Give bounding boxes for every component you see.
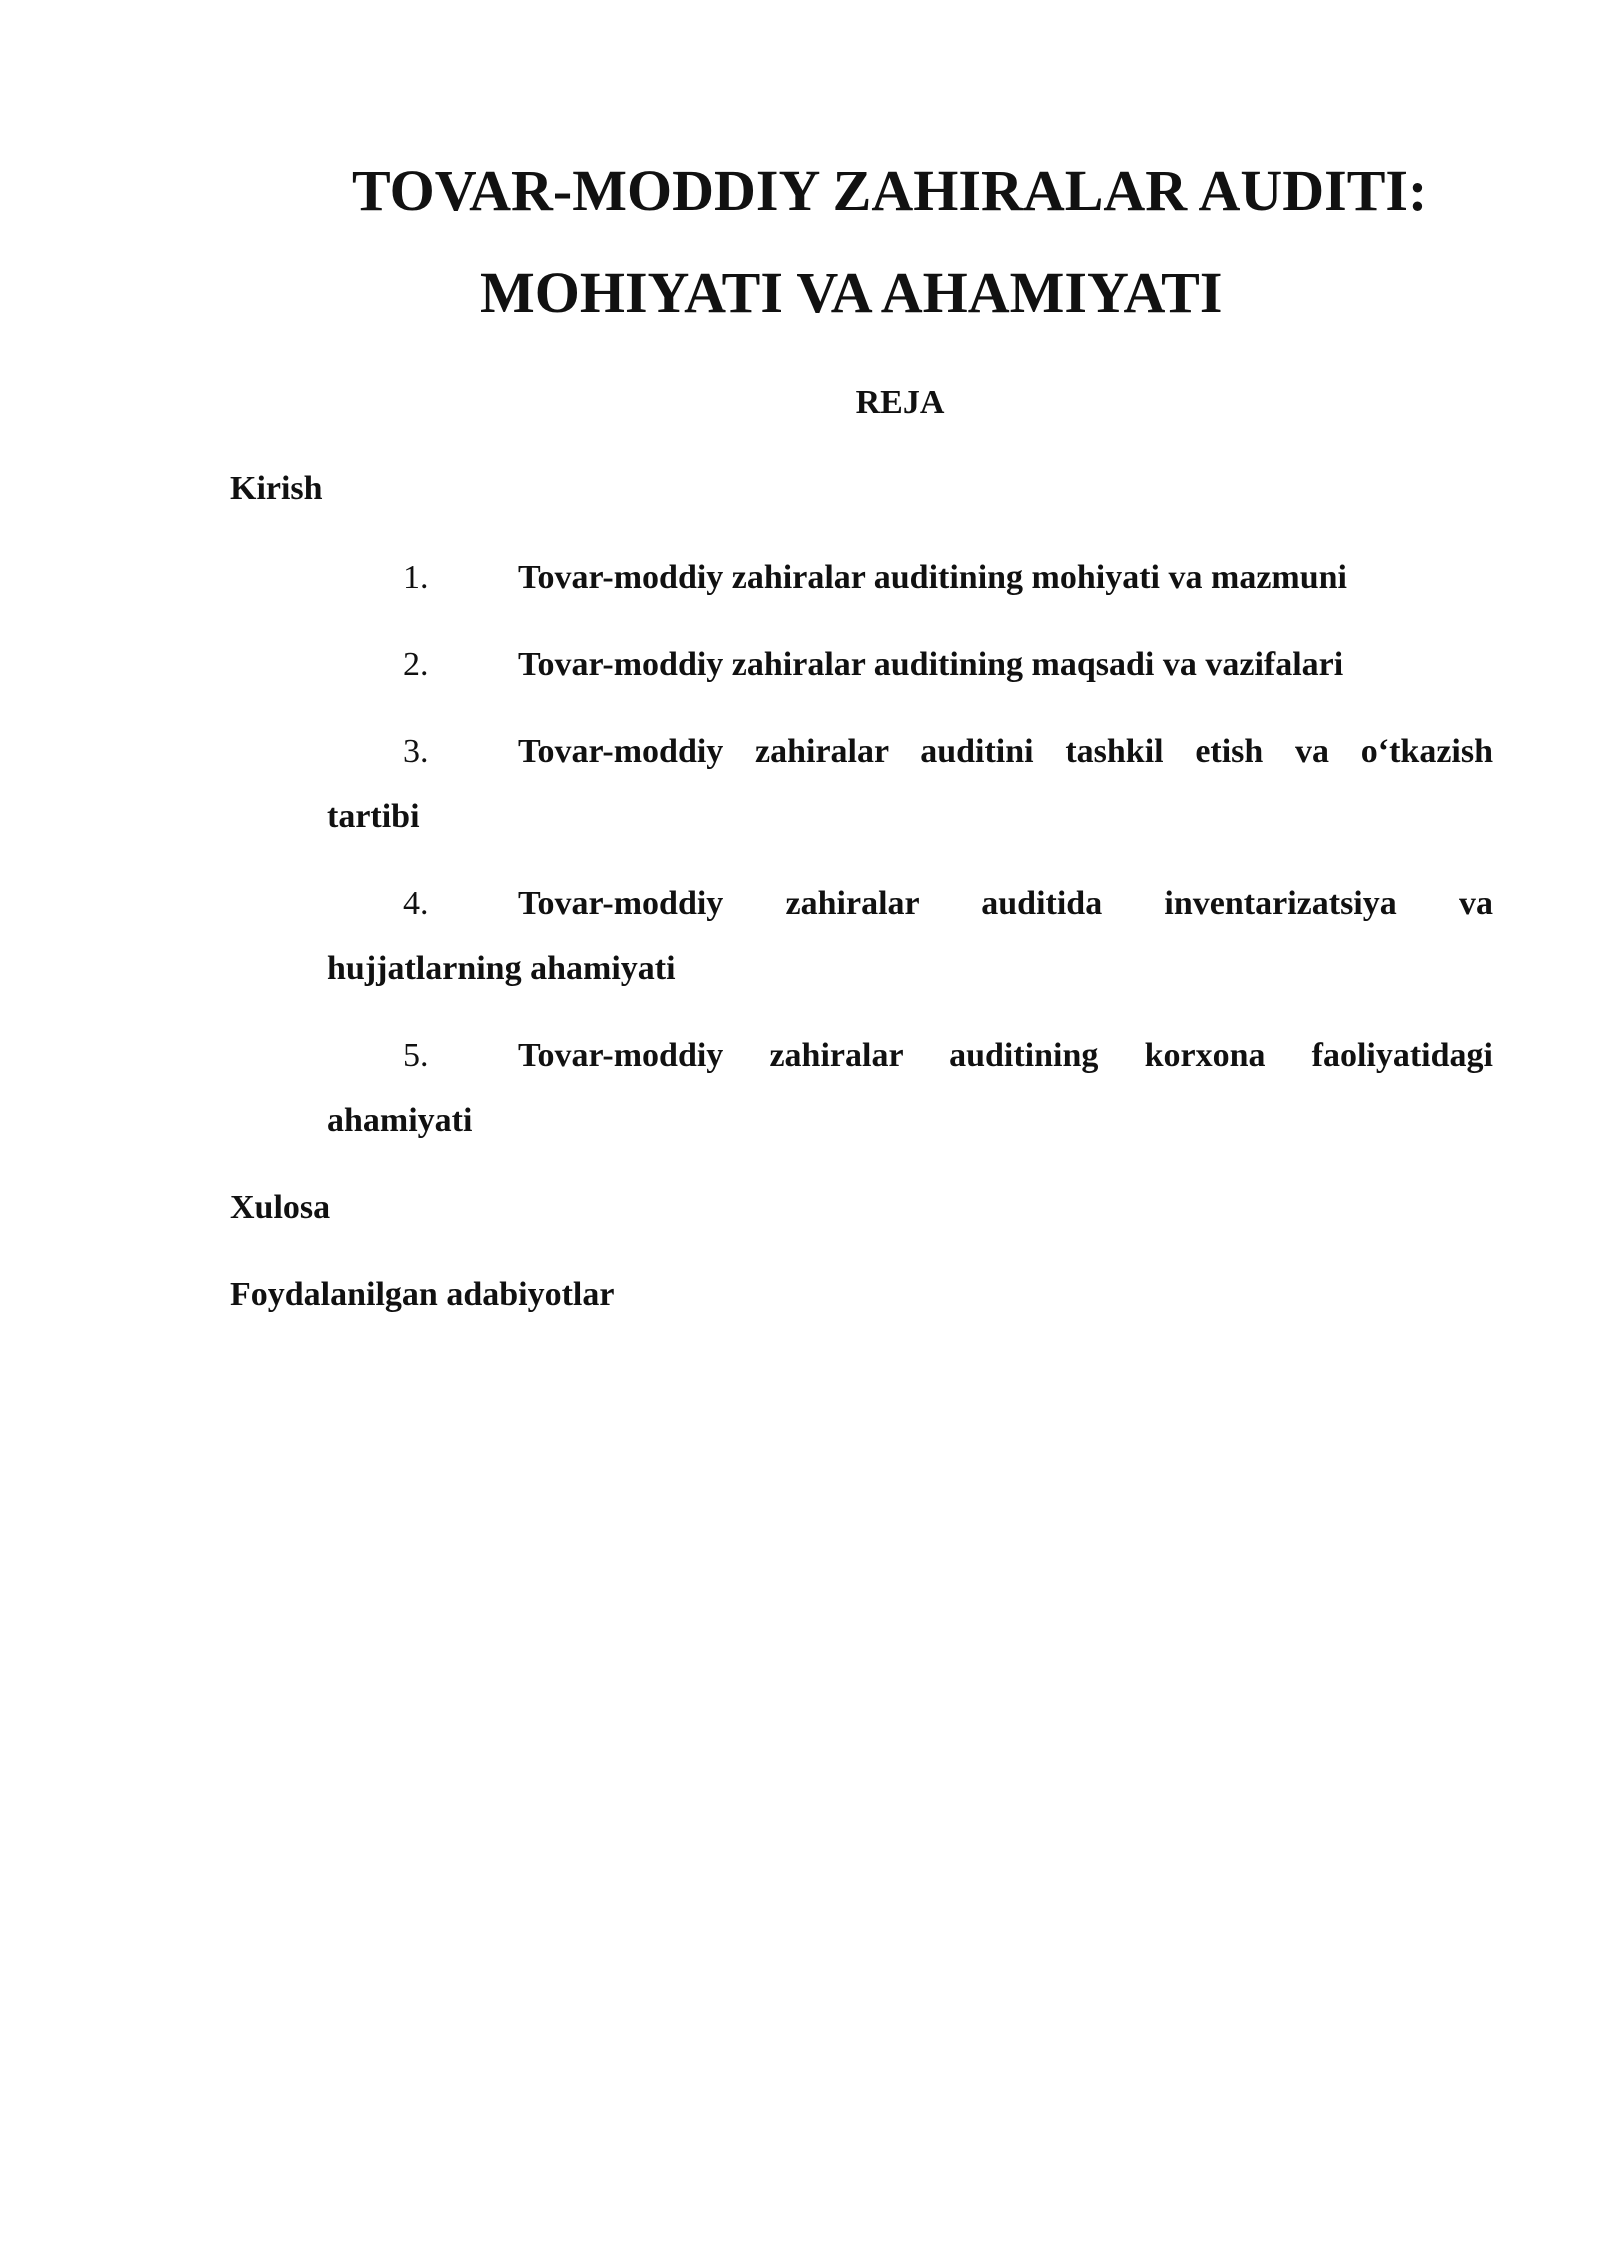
plan-item-4 xyxy=(327,871,1493,1001)
section-conclusion: Xulosa xyxy=(230,1189,331,1226)
plan-item-number: 5. xyxy=(403,1037,429,1074)
plan-item-text-continued: hujjatlarning ahamiyati xyxy=(327,950,676,987)
plan-item-3 xyxy=(327,719,1493,849)
document-title-line-2: MOHIYATI VA AHAMIYATI xyxy=(480,260,1223,325)
plan-item-text: Tovar-moddiy zahiralar auditining korxona faoliyatidagi xyxy=(518,1037,1493,1074)
plan-item-text: Tovar-moddiy zahiralar auditining maqsadi va vazifalari xyxy=(518,646,1344,683)
plan-item-text: Tovar-moddiy zahiralar auditining mohiyati va mazmuni xyxy=(518,559,1347,596)
plan-item-number: 4. xyxy=(403,885,429,922)
plan-item-text: Tovar-moddiy zahiralar auditida inventarizatsiya va xyxy=(518,885,1493,922)
section-intro: Kirish xyxy=(230,470,323,507)
plan-heading: REJA xyxy=(855,384,945,421)
plan-item-2 xyxy=(327,632,1493,697)
document-title-line-1: TOVAR-MODDIY ZAHIRALAR AUDITI: xyxy=(352,158,1428,223)
section-references: Foydalanilgan adabiyotlar xyxy=(230,1276,615,1313)
plan-item-text-continued: ahamiyati xyxy=(327,1102,473,1139)
plan-item-5 xyxy=(327,1023,1493,1153)
plan-item-text: Tovar-moddiy zahiralar auditini tashkil etish va o‘tkazish xyxy=(518,733,1493,770)
plan-item-number: 1. xyxy=(403,559,429,596)
plan-item-1 xyxy=(327,545,1493,610)
plan-item-number: 3. xyxy=(403,733,429,770)
plan-item-text-continued: tartibi xyxy=(327,798,420,835)
plan-item-number: 2. xyxy=(403,646,429,683)
